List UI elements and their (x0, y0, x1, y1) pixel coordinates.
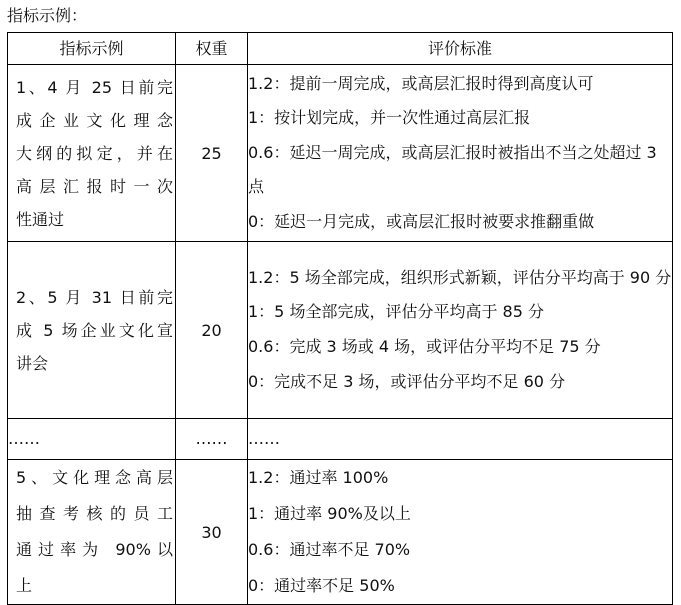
criteria-cell: …… (248, 419, 673, 460)
indicator-line: 讲会 (16, 353, 49, 373)
criteria-line: 1.2：通过率 100% (248, 468, 389, 487)
criteria-line: 0：延迟一月完成，或高层汇报时被要求推翻重做 (248, 211, 595, 231)
criteria-line: 0.6：延迟一周完成，或高层汇报时被指出不当之处超过 3 点 (248, 142, 657, 197)
criteria-line: 1：按计划完成，并一次性通过高层汇报 (248, 108, 531, 128)
criteria-line: 1：5 场全部完成，评估分平均高于 85 分 (248, 302, 544, 322)
weight-cell: 25 (176, 65, 248, 242)
criteria-line: 0：完成不足 3 场，或评估分平均不足 60 分 (248, 371, 566, 391)
indicator-line: 通过率为 90%以 (16, 540, 173, 559)
header-indicator: 指标示例 (8, 33, 176, 65)
table-header-row (8, 33, 673, 65)
table-caption: 指标示例： (7, 6, 88, 25)
weight-cell: …… (176, 419, 248, 460)
indicator-line: 高层汇报时一次 (16, 176, 173, 196)
indicator-line: 2、5 月 31 日前完 (16, 287, 173, 307)
table-row (8, 65, 673, 242)
criteria-line: 0.6：完成 3 场或 4 场，或评估分平均不足 75 分 (248, 337, 601, 356)
criteria-cell (248, 242, 673, 419)
criteria-line: 0：通过率不足 50% (248, 576, 395, 595)
indicator-cell (8, 65, 176, 242)
criteria-line: 1：通过率 90%及以上 (248, 504, 411, 523)
indicator-table (7, 32, 673, 605)
indicator-line: 成企业文化理念 (16, 110, 173, 130)
indicator-line: 成 5 场企业文化宣 (16, 320, 173, 340)
table-row (8, 419, 673, 460)
indicator-line: 抽查考核的员工 (16, 504, 173, 523)
table-row (8, 460, 673, 605)
indicator-cell (8, 242, 176, 419)
indicator-line: 5、文化理念高层 (16, 468, 173, 487)
indicator-line: 上 (16, 576, 33, 595)
indicator-cell: …… (8, 419, 176, 460)
criteria-line: 0.6：通过率不足 70% (248, 540, 411, 559)
criteria-cell (248, 65, 673, 242)
weight-cell: 20 (176, 242, 248, 419)
indicator-line: 1、4 月 25 日前完 (16, 77, 173, 97)
criteria-cell (248, 460, 673, 605)
header-weight: 权重 (176, 33, 248, 65)
criteria-line: 1.2：5 场全部完成，组织形式新颖，评估分平均高于 90 分 (248, 267, 672, 287)
indicator-line: 大纲的拟定，并在 (16, 143, 173, 163)
criteria-line: 1.2：提前一周完成，或高层汇报时得到高度认可 (248, 73, 594, 93)
indicator-cell (8, 460, 176, 605)
indicator-line: 性通过 (16, 209, 65, 229)
header-criteria: 评价标准 (248, 33, 673, 65)
weight-cell: 30 (176, 460, 248, 605)
table-row (8, 242, 673, 419)
